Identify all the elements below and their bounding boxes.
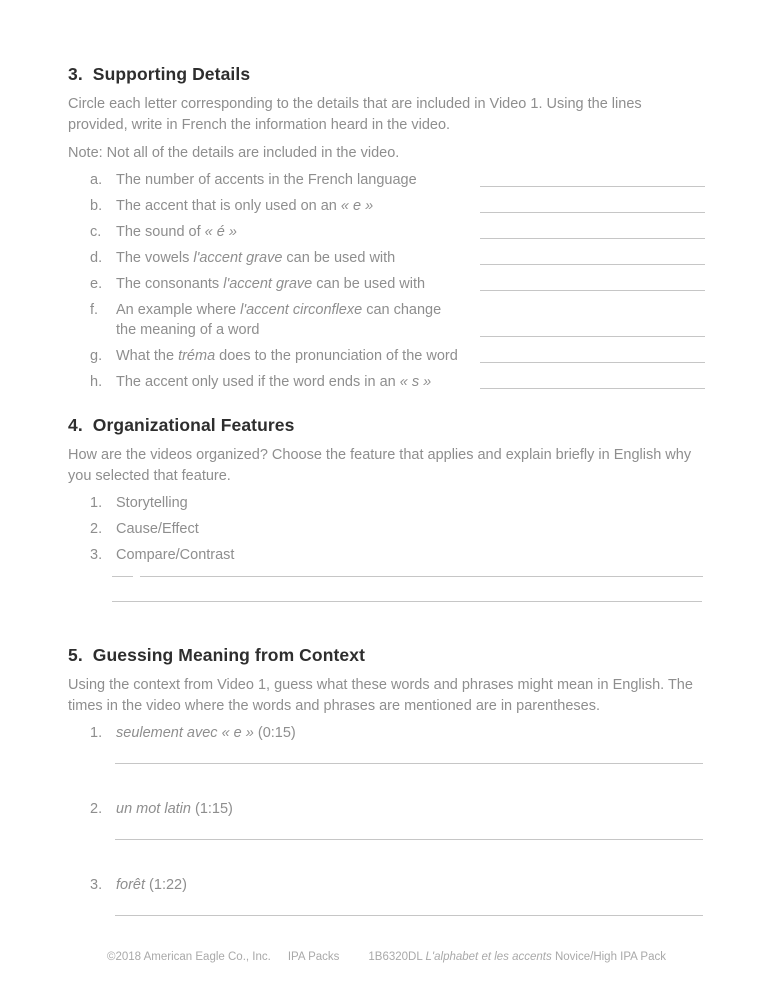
detail-text-italic: tréma bbox=[178, 348, 216, 364]
section-3-note: Note: Not all of the details are included in the video. bbox=[68, 145, 400, 161]
answer-blank bbox=[480, 336, 705, 337]
guess-answer-line bbox=[115, 915, 703, 916]
option-compare-contrast bbox=[68, 545, 705, 565]
section-3-instructions: Circle each letter corresponding to the details that are included in Video 1. Using the lines provided, write in French the information heard in the video. bbox=[68, 96, 642, 133]
detail-letter: f. bbox=[90, 302, 99, 318]
explanation-line-1 bbox=[140, 576, 703, 577]
option-label: Storytelling bbox=[116, 495, 188, 511]
detail-letter: d. bbox=[90, 250, 103, 266]
option-cause-effect bbox=[68, 519, 705, 539]
answer-blank bbox=[480, 264, 705, 265]
detail-text bbox=[116, 300, 461, 340]
detail-row-c bbox=[68, 222, 705, 242]
section-3-number: 3. bbox=[68, 64, 83, 84]
detail-list bbox=[68, 170, 705, 392]
detail-row-e bbox=[68, 274, 705, 294]
footer-packs: IPA Packs bbox=[287, 951, 340, 963]
option-label: Cause/Effect bbox=[116, 521, 199, 537]
guess-item-phrase: forêt bbox=[116, 877, 146, 893]
guess-item-time: (0:15) bbox=[257, 725, 296, 741]
section-3-heading bbox=[68, 64, 705, 84]
detail-text-pre: An example where bbox=[116, 302, 241, 318]
guess-item-phrase: seulement avec « e » bbox=[116, 725, 254, 741]
detail-row-d bbox=[68, 248, 705, 268]
guess-item-phrase-wrap bbox=[116, 723, 296, 743]
guess-item-2 bbox=[68, 799, 705, 840]
section-organizational-features bbox=[68, 415, 705, 602]
detail-letter: h. bbox=[90, 374, 103, 390]
guess-item-number: 1. bbox=[90, 725, 103, 741]
section-3-title: Supporting Details bbox=[92, 64, 251, 84]
guess-answer-line bbox=[115, 839, 703, 840]
detail-text-pre: The consonants bbox=[116, 276, 224, 292]
footer-product-suffix: Novice/High IPA Pack bbox=[554, 951, 666, 963]
section-guessing-meaning bbox=[68, 645, 705, 916]
detail-text-pre: The vowels bbox=[116, 250, 194, 266]
detail-text-pre: The accent that is only used on an bbox=[116, 198, 341, 214]
guess-item-1 bbox=[68, 723, 705, 764]
detail-text bbox=[116, 372, 461, 392]
feature-answer-row bbox=[112, 576, 705, 577]
guess-answer-line bbox=[115, 763, 703, 764]
detail-text-italic: « s » bbox=[399, 374, 432, 390]
detail-text-italic: l'accent grave bbox=[223, 276, 313, 292]
answer-blank bbox=[480, 362, 705, 363]
detail-text-post: can be used with bbox=[282, 250, 396, 266]
footer-product-title: L'alphabet et les accents bbox=[425, 951, 552, 963]
feature-option-list bbox=[68, 493, 705, 565]
section-4-number: 4. bbox=[68, 415, 83, 435]
option-label: Compare/Contrast bbox=[116, 547, 235, 563]
detail-text-pre: What the bbox=[116, 348, 179, 364]
detail-text-post: does to the pronunciation of the word bbox=[215, 348, 458, 364]
detail-row-a bbox=[68, 170, 705, 190]
detail-text-post: can change the meaning of a word bbox=[116, 302, 442, 338]
option-number: 2. bbox=[90, 521, 103, 537]
guess-item-head bbox=[68, 723, 705, 743]
detail-letter: b. bbox=[90, 198, 103, 214]
detail-text bbox=[116, 274, 461, 294]
detail-text-pre: The sound of bbox=[116, 224, 205, 240]
detail-row-g bbox=[68, 346, 705, 366]
section-5-number: 5. bbox=[68, 645, 83, 665]
section-5-instructions: Using the context from Video 1, guess what these words and phrases might mean in English. The times in the video where the words and phrases are mentioned are in parentheses. bbox=[68, 677, 693, 714]
answer-blank bbox=[480, 238, 705, 239]
option-number: 1. bbox=[90, 495, 103, 511]
answer-blank bbox=[480, 212, 705, 213]
section-5-title: Guessing Meaning from Context bbox=[92, 645, 366, 665]
option-storytelling bbox=[68, 493, 705, 513]
guess-item-head bbox=[68, 875, 705, 895]
detail-letter: g. bbox=[90, 348, 103, 364]
guess-item-phrase-wrap bbox=[116, 875, 187, 895]
answer-blank bbox=[480, 186, 705, 187]
guess-item-number: 3. bbox=[90, 877, 103, 893]
section-4-instructions: How are the videos organized? Choose the feature that applies and explain briefly in English why you selected that feature. bbox=[68, 447, 692, 484]
section-5-heading bbox=[68, 645, 705, 665]
detail-row-h bbox=[68, 372, 705, 392]
detail-letter: e. bbox=[90, 276, 103, 292]
guess-item-3 bbox=[68, 875, 705, 916]
detail-text bbox=[116, 222, 461, 242]
detail-text-pre: The number of accents in the French language bbox=[116, 172, 417, 188]
page-footer bbox=[0, 950, 773, 964]
feature-number-blank bbox=[112, 576, 133, 577]
answer-blank bbox=[480, 388, 705, 389]
section-4-heading bbox=[68, 415, 705, 435]
guess-item-phrase: un mot latin bbox=[116, 801, 191, 817]
detail-text-italic: « é » bbox=[204, 224, 237, 240]
detail-letter: a. bbox=[90, 172, 103, 188]
answer-blank bbox=[480, 290, 705, 291]
section-4-title: Organizational Features bbox=[92, 415, 295, 435]
detail-text bbox=[116, 170, 461, 190]
detail-letter: c. bbox=[90, 224, 102, 240]
section-supporting-details bbox=[68, 64, 705, 398]
detail-text bbox=[116, 346, 461, 366]
detail-text-italic: l'accent circonflexe bbox=[240, 302, 363, 318]
detail-text-italic: l'accent grave bbox=[193, 250, 283, 266]
detail-text bbox=[116, 196, 461, 216]
guess-item-number: 2. bbox=[90, 801, 103, 817]
guess-item-head bbox=[68, 799, 705, 819]
detail-text-italic: « e » bbox=[340, 198, 374, 214]
guess-item-phrase-wrap bbox=[116, 799, 233, 819]
detail-text-pre: The accent only used if the word ends in an bbox=[116, 374, 400, 390]
guess-item-time: (1:22) bbox=[149, 877, 187, 893]
guess-item-time: (1:15) bbox=[195, 801, 233, 817]
detail-text-post: can be used with bbox=[312, 276, 426, 292]
footer-copyright: ©2018 American Eagle Co., Inc. bbox=[107, 951, 271, 963]
detail-text bbox=[116, 248, 461, 268]
footer-product-code: 1B6320DL bbox=[368, 951, 423, 963]
explanation-line-2 bbox=[112, 601, 702, 602]
footer-product bbox=[368, 950, 666, 964]
detail-row-b bbox=[68, 196, 705, 216]
option-number: 3. bbox=[90, 547, 103, 563]
detail-row-f bbox=[68, 300, 705, 340]
